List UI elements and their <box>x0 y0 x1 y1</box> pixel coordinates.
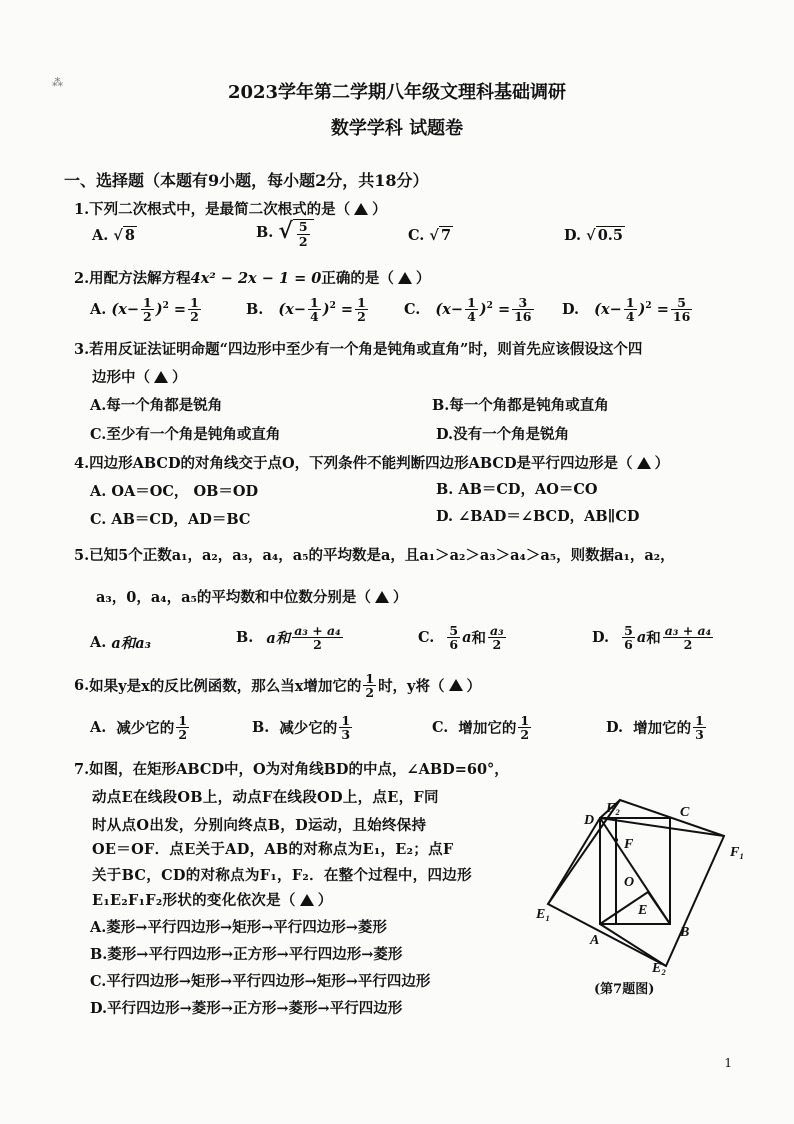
q3-option-c: C.至少有一个角是钝角或直角 <box>90 426 281 443</box>
question-text: 若用反证法证明命题“四边形中至少有一个角是钝角或直角”时，则首先应该假设这个四 <box>89 341 643 358</box>
question-7-line-2: 动点E在线段OB上，动点F在线段OD上，点E，F同 <box>92 789 439 806</box>
segment-e-b <box>648 892 670 924</box>
equation: 4x² − 2x − 1 = 0 <box>190 270 322 287</box>
question-3-stem-line2 <box>92 366 187 387</box>
option-label: D. <box>592 629 610 647</box>
option-text: 减少它的 <box>116 720 175 738</box>
numerator: 1 <box>695 713 704 728</box>
label-e2: E₂ <box>652 961 667 976</box>
question-7-line-3: 时从点O出发，分别向终点B，D运动，且始终保持 <box>92 817 427 834</box>
option-label: B. <box>252 719 270 737</box>
section-heading: 一、选择题（本题有9小题，每小题2分，共18分） <box>64 171 429 190</box>
numerator: 5 <box>298 219 308 235</box>
q5-option-d <box>592 624 715 651</box>
numerator: 1 <box>365 671 375 686</box>
numerator: 1 <box>341 713 351 728</box>
denominator: 3 <box>341 727 351 743</box>
denominator: 2 <box>520 727 530 743</box>
exam-subtitle: 数学学科 试题卷 <box>330 118 464 139</box>
option-label: D. <box>606 719 624 737</box>
and-text: 和 <box>646 630 661 648</box>
question-7-line-1 <box>74 758 509 779</box>
sqrt-expression: √ 8 <box>113 227 135 244</box>
denominator: 4 <box>310 309 319 325</box>
bracket-close: ） <box>654 455 670 472</box>
denominator: 2 <box>365 685 375 701</box>
question-number: 1. <box>74 201 90 218</box>
question-2-stem <box>74 267 430 288</box>
question-number: 6. <box>74 677 90 695</box>
question-number: 3. <box>74 341 90 358</box>
label-f1: F₁ <box>730 845 745 860</box>
q6-option-b <box>252 714 354 741</box>
question-text: 如果y是x的反比例函数，那么当x增加它的 <box>89 678 362 696</box>
numerator: 3 <box>512 296 533 310</box>
label-a: A <box>590 933 600 948</box>
denominator: 16 <box>514 309 532 325</box>
denominator: 2 <box>178 727 188 743</box>
question-number: 7. <box>74 761 90 778</box>
triangle-icon <box>449 679 463 691</box>
question-text: 边形中（ <box>92 369 150 386</box>
bracket-close: ） <box>172 369 187 386</box>
question-4-stem <box>74 452 669 473</box>
q6-option-d <box>606 714 708 741</box>
q6-option-c <box>432 714 533 741</box>
numerator: 1 <box>520 713 530 728</box>
segment-d-e1 <box>548 818 600 904</box>
denominator: 2 <box>190 309 199 325</box>
segment-d-f1 <box>600 818 724 836</box>
question-text: 如图，在矩形ABCD中，O为对角线BD的中点，∠ABD=60°， <box>89 761 509 778</box>
option-label: D. <box>562 301 580 319</box>
denominator: 2 <box>298 233 308 249</box>
sqrt-expression: √ 0.5 <box>586 227 623 244</box>
q7-option-a: A.菱形→平行四边形→矩形→平行四边形→菱形 <box>90 919 387 936</box>
numerator: a₃ + a₄ <box>664 623 712 638</box>
q6-option-a <box>90 714 191 741</box>
q1-option-a <box>92 226 137 244</box>
denominator: 3 <box>695 727 704 743</box>
denominator: 4 <box>467 309 476 325</box>
question-text: 下列二次根式中，是最简二次根式的是（ <box>89 201 351 218</box>
denominator: 16 <box>672 309 691 325</box>
option-label: A. <box>90 301 107 319</box>
label-e: E <box>638 903 648 918</box>
numerator: 1 <box>310 295 319 310</box>
denominator: 2 <box>313 637 322 653</box>
label-o: O <box>624 875 635 890</box>
option-text: 增加它的 <box>458 720 517 738</box>
point-f <box>614 838 618 842</box>
question-text: 时，y将（ <box>378 678 445 696</box>
q5-option-a <box>90 632 151 653</box>
question-1-stem <box>74 198 387 219</box>
question-3-stem <box>74 338 642 359</box>
numerator: 1 <box>357 295 366 310</box>
denominator: 2 <box>683 637 693 653</box>
option-label: D. <box>564 226 582 244</box>
numerator: a₃ <box>490 623 504 638</box>
numerator: 5 <box>671 296 692 310</box>
q1-option-b <box>256 218 314 248</box>
triangle-icon <box>300 894 314 906</box>
and-text: 和 <box>471 630 487 648</box>
option-label: A. <box>90 634 107 651</box>
option-text: 减少它的 <box>279 720 338 738</box>
option-label: B. <box>236 629 254 647</box>
question-6-stem <box>74 672 481 699</box>
option-label: C. <box>408 226 425 244</box>
numerator: a₃ + a₄ <box>294 623 341 638</box>
question-7-line-5: 关于BC，CD的对称点为F₁，F₂．在整个过程中，四边形 <box>92 867 472 884</box>
question-number: 4. <box>74 455 90 472</box>
q5-option-b <box>236 624 345 651</box>
option-label: C. <box>432 719 449 737</box>
label-d: D <box>584 813 595 828</box>
label-f2: F₂ <box>606 801 621 816</box>
q5-option-c <box>418 624 508 651</box>
q3-option-b: B.每一个角都是钝角或直角 <box>432 397 609 414</box>
numerator: 1 <box>625 295 635 310</box>
bracket-close: ） <box>466 678 481 696</box>
question-text: 已知5个正数a₁，a₂，a₃，a₄，a₅的平均数是a，且a₁＞a₂＞a₃＞a₄＞a₅，则数据a₁，a₂， <box>89 547 675 564</box>
triangle-icon <box>154 371 168 383</box>
q7-option-b: B.菱形→平行四边形→正方形→平行四边形→菱形 <box>90 946 403 963</box>
q1-option-d <box>564 226 625 244</box>
q2-option-a: A. (x− $\frac{1}{2}$ )$^2$ = $\frac{1}{2}$ <box>90 295 199 325</box>
denominator: 4 <box>625 309 635 325</box>
exam-title: 2023学年第二学期八年级文理科基础调研 <box>227 82 567 103</box>
question-7-line-4: OE＝OF．点E关于AD，AB的对称点为E₁，E₂；点F <box>92 841 454 858</box>
q4-option-a: A. OA＝OC， OB＝OD <box>90 483 259 500</box>
label-f: F <box>624 837 634 852</box>
option-label: A. <box>90 719 107 737</box>
numerator: 1 <box>178 713 188 728</box>
question-number: 2. <box>74 270 90 287</box>
radicand: 7 <box>440 227 452 244</box>
label-e1: E₁ <box>536 907 551 922</box>
triangle-icon <box>398 272 412 284</box>
segment-a-e2 <box>600 924 666 966</box>
bracket-close: ） <box>372 201 387 218</box>
label-c: C <box>680 805 690 820</box>
question-5-stem <box>74 544 675 565</box>
question-5-stem-line2 <box>96 586 407 607</box>
triangle-icon <box>637 457 651 469</box>
numerator: 1 <box>467 295 476 310</box>
question-text: E₁E₂F₁F₂形状的变化依次是（ <box>92 892 296 909</box>
denominator: 6 <box>624 637 633 653</box>
figure-caption: (第7题图) <box>594 982 655 997</box>
option-label: A. <box>92 226 109 244</box>
option-text: a和 <box>266 630 291 648</box>
option-label: B. <box>246 301 264 319</box>
bracket-close: ） <box>317 892 333 909</box>
outer-quadrilateral <box>548 800 724 966</box>
sqrt-expression: √ $\frac{5}{2}$ <box>278 218 313 248</box>
numerator: 1 <box>190 295 199 310</box>
sqrt-expression: √ 7 <box>429 227 452 244</box>
radicand: 0.5 <box>597 227 623 244</box>
q3-option-d: D.没有一个角是锐角 <box>436 426 570 443</box>
option-text: a和a₃ <box>111 635 152 652</box>
denominator: 2 <box>143 309 152 325</box>
question-number: 5. <box>74 547 90 564</box>
radicand: 8 <box>124 227 135 244</box>
q1-option-c <box>408 226 453 244</box>
page-number: 1 <box>724 1056 732 1070</box>
var-a: a <box>462 629 472 647</box>
option-label: C. <box>404 301 421 319</box>
q7-option-c: C.平行四边形→矩形→平行四边形→矩形→平行四边形 <box>90 973 431 990</box>
margin-mark: ⁂ <box>52 76 63 89</box>
option-label: B. <box>256 224 274 242</box>
q7-option-d: D.平行四边形→菱形→正方形→菱形→平行四边形 <box>90 1000 403 1017</box>
q3-option-a: A.每一个角都是锐角 <box>90 397 223 414</box>
numerator: 5 <box>624 623 633 638</box>
question-7-line-6 <box>92 889 333 910</box>
triangle-icon <box>375 591 389 603</box>
var-a: a <box>636 629 647 647</box>
geometry-figure <box>528 796 758 1006</box>
question-text: 正确的是（ <box>321 270 394 287</box>
denominator: 2 <box>492 637 502 653</box>
question-text: a₃，0，a₄，a₅的平均数和中位数分别是（ <box>96 589 371 606</box>
q2-option-b: B. (x− $\frac{1}{4}$ )$^2$ = $\frac{1}{2}$ <box>246 295 366 325</box>
q4-option-c: C. AB＝CD，AD＝BC <box>90 511 251 528</box>
q4-option-d: D. ∠BAD＝∠BCD，AB∥CD <box>436 508 640 525</box>
q2-option-d: D. (x− $\frac{1}{4}$ )$^2$ = $\frac{5}{16}$ <box>562 295 691 325</box>
question-text: 四边形ABCD的对角线交于点O，下列条件不能判断四边形ABCD是平行四边形是（ <box>89 455 633 472</box>
numerator: 5 <box>449 623 459 638</box>
denominator: 6 <box>449 637 459 653</box>
option-text: 增加它的 <box>633 720 692 738</box>
bracket-close: ） <box>392 589 408 606</box>
denominator: 2 <box>357 309 366 325</box>
bracket-close: ） <box>415 270 431 287</box>
label-b: B <box>680 925 690 940</box>
q2-option-c: C. (x− $\frac{1}{4}$ )$^2$ = $\frac{3}{16}$ <box>404 295 532 325</box>
question-text: 用配方法解方程 <box>89 270 191 287</box>
option-label: C. <box>418 629 435 647</box>
triangle-icon <box>354 203 368 215</box>
numerator: 1 <box>143 295 152 310</box>
q4-option-b: B. AB＝CD，AO＝CO <box>436 481 598 498</box>
